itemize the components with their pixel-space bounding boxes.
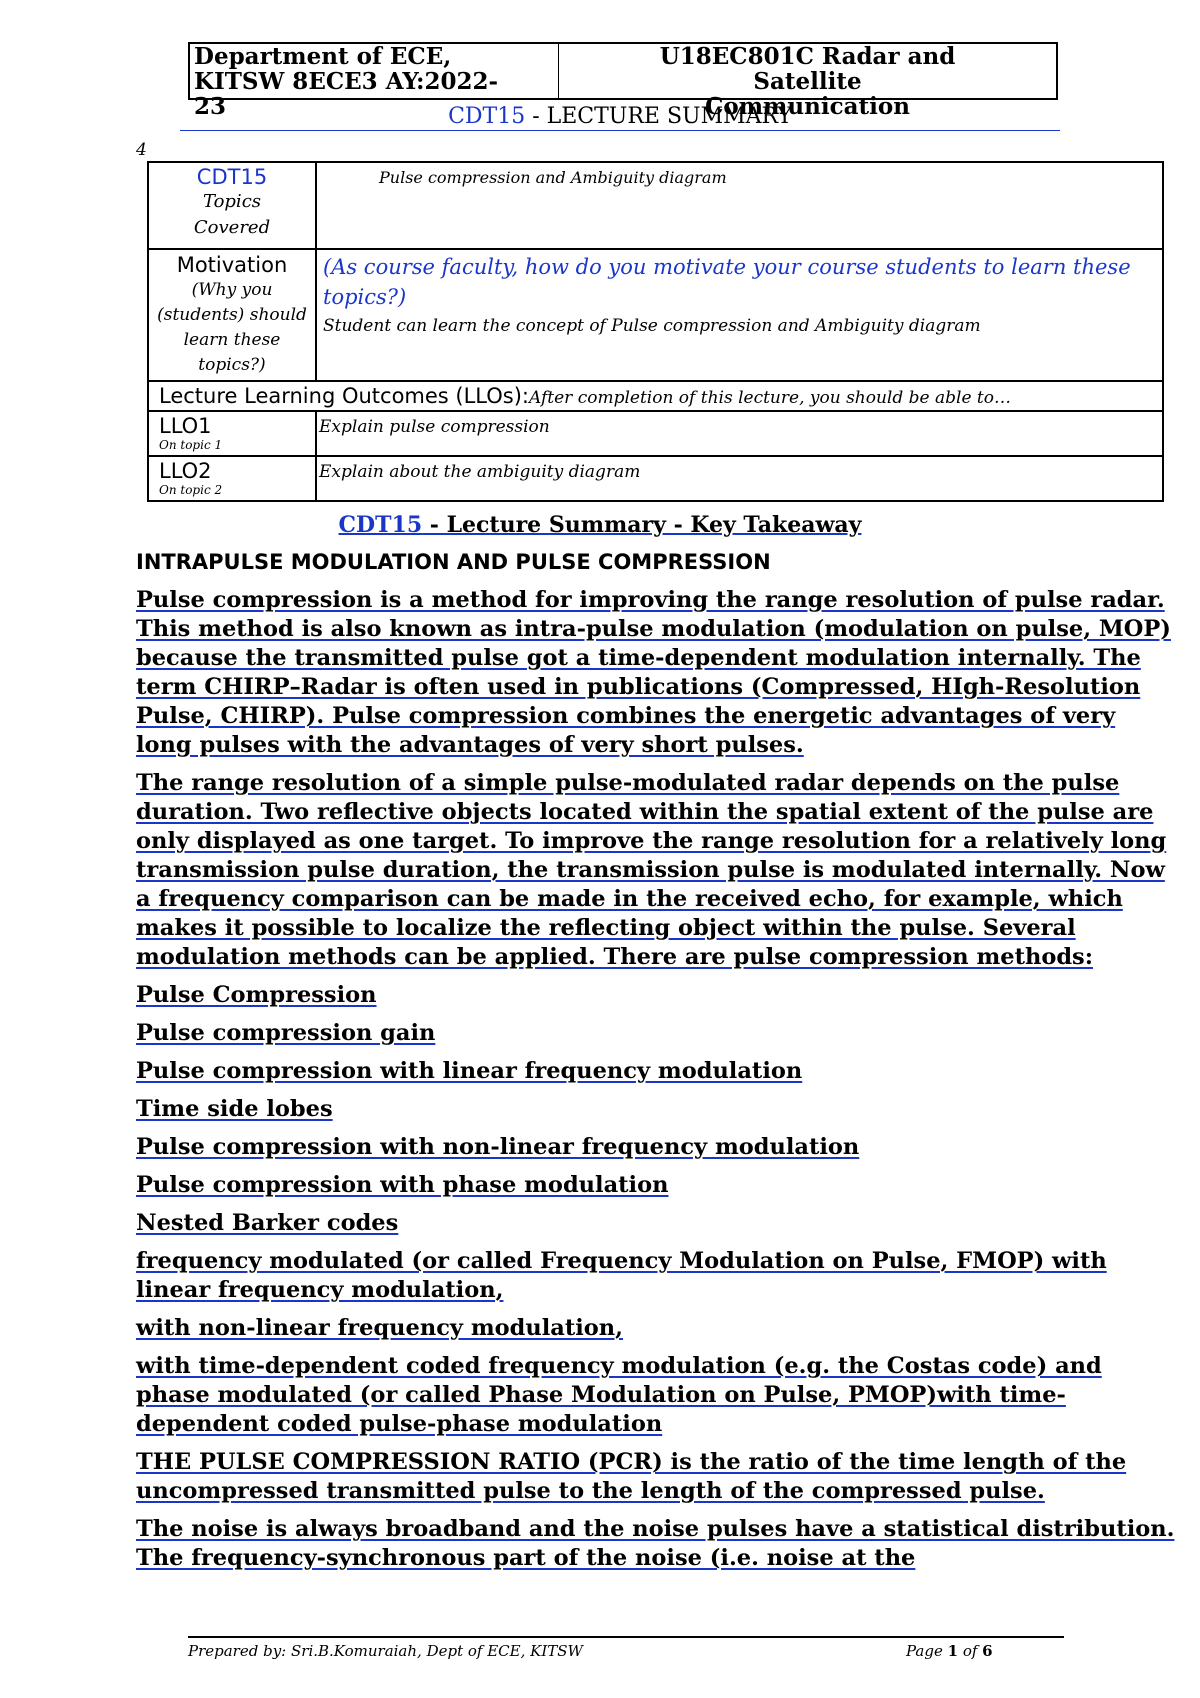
list-item-text: Time side lobes: [136, 1096, 333, 1122]
motivation-label-cell: [148, 249, 316, 381]
llo2-label-cell: [148, 456, 316, 501]
key-takeaway-code: CDT15: [338, 512, 423, 538]
header-right-line2: Satellite: [753, 68, 862, 95]
llo2-text: Explain about the ambiguity diagram: [319, 462, 641, 482]
motivation-answer: Student can learn the concept of Pulse compression and Ambiguity diagram: [323, 316, 981, 336]
header-left-line2: KITSW 8ECE3 AY:2022-: [194, 68, 499, 95]
llo-row: [148, 411, 1163, 456]
footer-page-total: 6: [982, 1642, 993, 1660]
list-item: [136, 1352, 1176, 1439]
header-left-line1: Department of ECE,: [194, 43, 452, 70]
llo2-value-cell: [316, 456, 1163, 501]
summary-title-rest: - LECTURE SUMMARY: [525, 104, 792, 129]
list-item-text: with non-linear frequency modulation,: [136, 1315, 623, 1341]
paragraph-text: The range resolution of a simple pulse-modulated radar depends on the pulse duration. Two reflective objects located within the spatial extent of the pulse are only displayed as one target. To improve the range resolution for a relatively long transmission pulse duration, the transmission pulse is modulated internally. Now a frequency comparison can be made in the received echo, for example, which makes it possible to localize the reflecting object within the pulse. Several modulation methods can be applied. There are pulse compression methods:: [136, 770, 1167, 970]
key-takeaway-rest: - Lecture Summary - Key Takeaway: [422, 512, 862, 538]
list-item-text: Pulse compression gain: [136, 1020, 436, 1046]
lecture-body: [136, 586, 1176, 1582]
footer-page-num: 1: [947, 1642, 959, 1660]
paragraph: [136, 586, 1176, 760]
list-item: [136, 1019, 1176, 1048]
list-item: [136, 1209, 1176, 1238]
llo2-code: LLO2: [159, 459, 212, 483]
motivation-value-cell: [316, 249, 1163, 381]
paragraph-text: Pulse compression is a method for improving the range resolution of pulse radar. This method is also known as intra-pulse modulation (modulation on pulse, MOP) because the transmitted pulse got a time-dependent modulation internally. The term CHIRP–Radar is often used in publications (Compressed, HIgh-Resolution Pulse, CHIRP). Pulse compression combines the energetic advantages of very long pulses with the advantages of very short pulses.: [136, 587, 1171, 758]
header-right-line3: Communication: [705, 93, 910, 120]
list-item: [136, 1314, 1176, 1343]
list-item: [136, 1133, 1176, 1162]
llo-heading-cell: [148, 381, 1163, 411]
list-item: [136, 1247, 1176, 1305]
footer-prepared-by: Prepared by: Sri.B.Komuraiah, Dept of ECE, KITSW: [188, 1642, 583, 1660]
topic-code: CDT15: [196, 165, 268, 189]
llo-row: [148, 456, 1163, 501]
list-item: [136, 1095, 1176, 1124]
llo-heading: Lecture Learning Outcomes (LLOs):: [159, 384, 529, 408]
footer-page-number: [906, 1642, 993, 1660]
section-heading: INTRAPULSE MODULATION AND PULSE COMPRESSION: [136, 550, 771, 574]
paragraph: [136, 1515, 1176, 1573]
llo-heading-row: [148, 381, 1163, 411]
list-item-text: with time-dependent coded frequency modulation (e.g. the Costas code) and phase modulated (or called Phase Modulation on Pulse, PMOP)with time-dependent coded pulse-phase modulation: [136, 1353, 1102, 1437]
list-item: [136, 1057, 1176, 1086]
list-item-text: Pulse compression with phase modulation: [136, 1172, 669, 1198]
list-item-text: frequency modulated (or called Frequency Modulation on Pulse, FMOP) with linear frequency modulation,: [136, 1248, 1107, 1303]
motivation-label: Motivation: [176, 253, 288, 277]
lecture-info-table: [147, 161, 1164, 502]
topics-value: Pulse compression and Ambiguity diagram: [379, 168, 727, 187]
motivation-row: [148, 249, 1163, 381]
key-takeaway-title: [130, 512, 1070, 538]
footer-page-of: of: [958, 1642, 983, 1660]
paragraph: [136, 1448, 1176, 1506]
motivation-prompt: (As course faculty, how do you motivate your course students to learn these topics?): [323, 255, 1131, 309]
llo2-topic: On topic 2: [159, 483, 223, 497]
list-item: [136, 981, 1176, 1010]
paragraph: [136, 769, 1176, 972]
motivation-sub: (Why you (students) should learn these topics?): [157, 280, 307, 375]
header-right-line1: U18EC801C Radar and: [659, 43, 956, 70]
footer-divider: [188, 1636, 1064, 1638]
llo1-value-cell: [316, 411, 1163, 456]
llo1-topic: On topic 1: [159, 438, 223, 452]
topics-label-1: Topics: [202, 191, 262, 212]
lecture-summary-title: [180, 104, 1060, 131]
topics-label-cell: [148, 162, 316, 249]
llo1-label-cell: [148, 411, 316, 456]
llo-heading-note: After completion of this lecture, you should be able to…: [529, 388, 1011, 408]
topics-row: [148, 162, 1163, 249]
header-left-line3: 23: [194, 93, 227, 120]
list-item-text: Pulse compression with non-linear frequency modulation: [136, 1134, 860, 1160]
llo1-code: LLO1: [159, 414, 212, 438]
page-marker: 4: [136, 140, 147, 160]
paragraph-text: The noise is always broadband and the noise pulses have a statistical distribution. The frequency-synchronous part of the noise (i.e. noise at the: [136, 1516, 1175, 1571]
summary-title-code: CDT15: [448, 104, 526, 129]
footer-page-label: Page: [906, 1642, 948, 1660]
topics-value-cell: [316, 162, 1163, 249]
topics-label-2: Covered: [193, 217, 271, 238]
list-item-text: Pulse Compression: [136, 982, 377, 1008]
paragraph-text: THE PULSE COMPRESSION RATIO (PCR) is the ratio of the time length of the uncompressed transmitted pulse to the length of the compressed pulse.: [136, 1449, 1127, 1504]
list-item-text: Nested Barker codes: [136, 1210, 399, 1236]
list-item-text: Pulse compression with linear frequency modulation: [136, 1058, 803, 1084]
list-item: [136, 1171, 1176, 1200]
llo1-text: Explain pulse compression: [319, 417, 550, 437]
